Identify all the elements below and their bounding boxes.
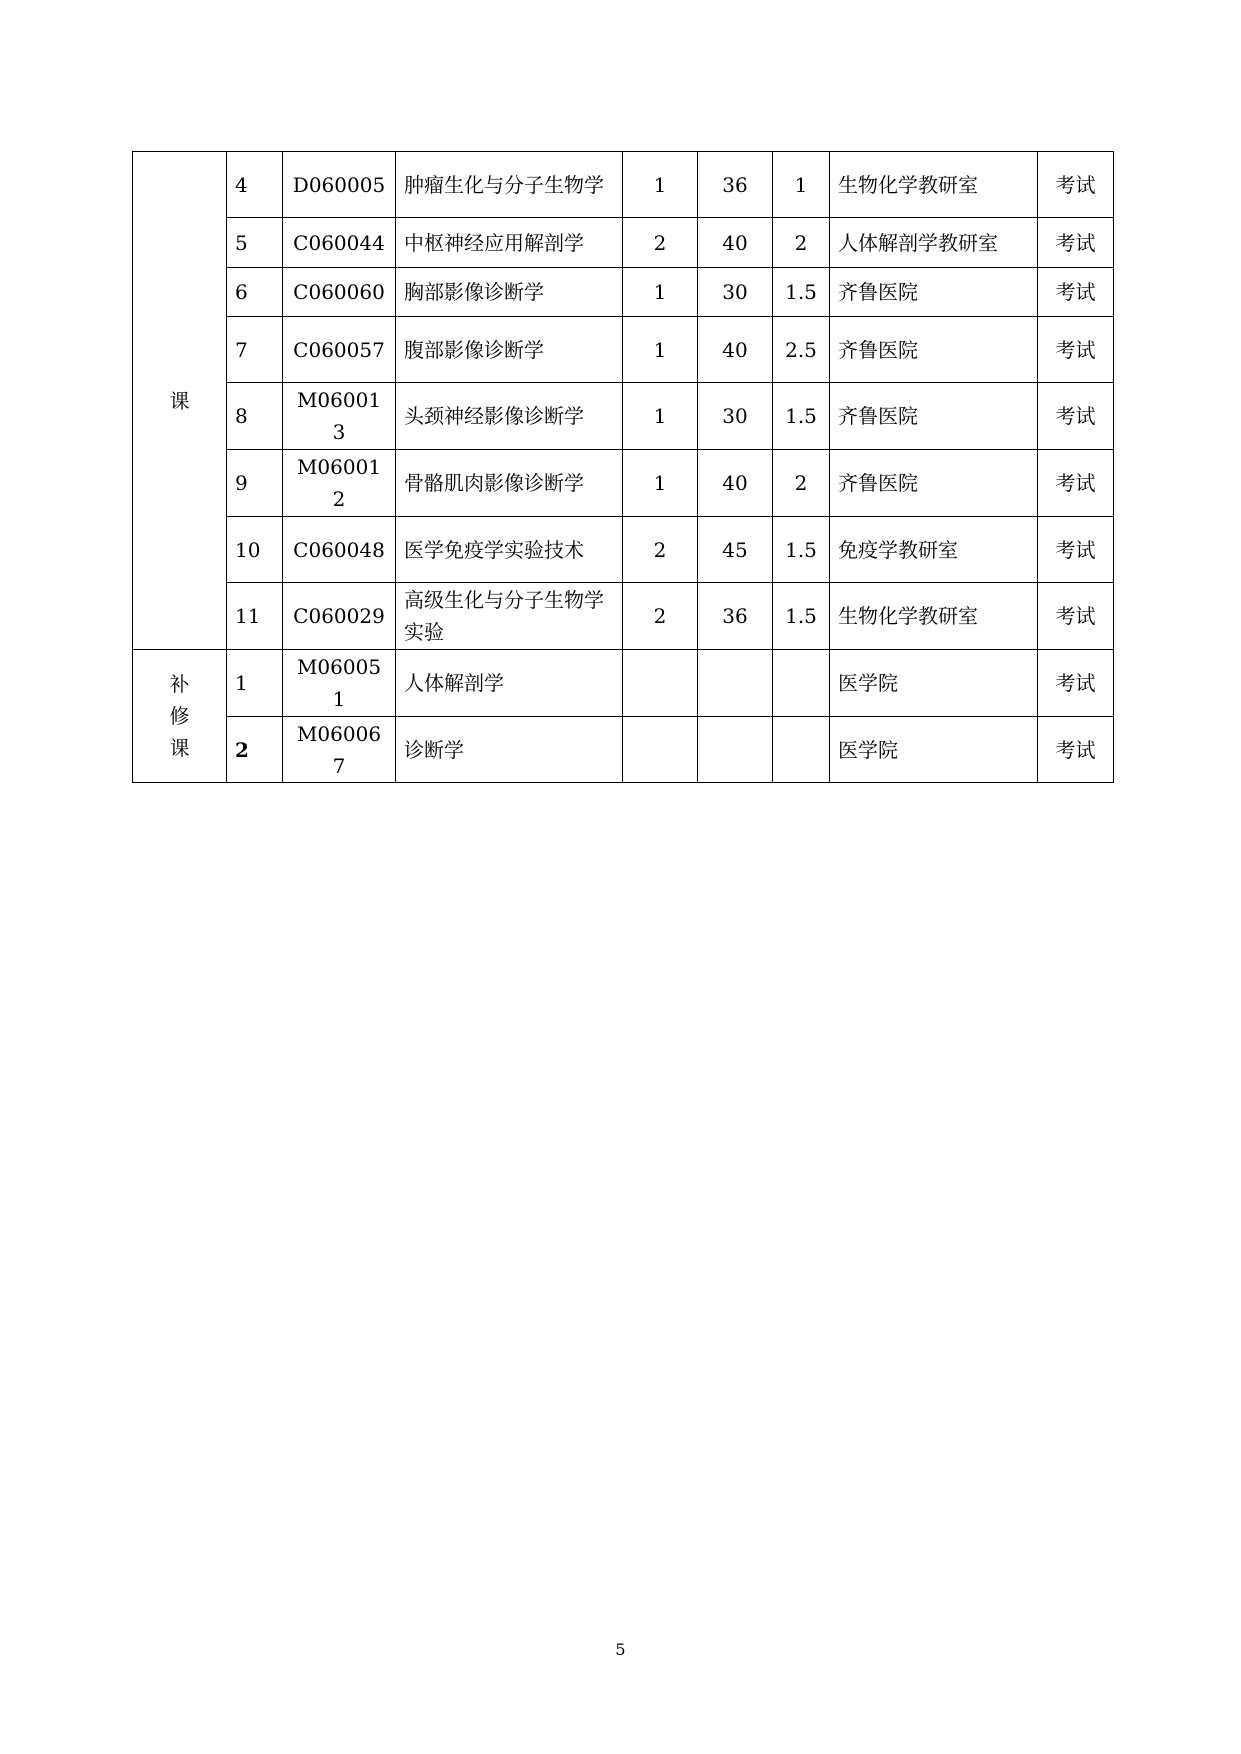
course-code: M060067 [283, 717, 396, 783]
course-semester: 1 [773, 152, 830, 218]
course-department: 齐鲁医院 [830, 317, 1038, 383]
course-department: 齐鲁医院 [830, 268, 1038, 317]
category-label: 课 [169, 388, 190, 413]
course-hours: 40 [698, 218, 773, 268]
course-code: M060013 [283, 383, 396, 450]
course-code: M060051 [283, 650, 396, 717]
row-number: 2 [227, 717, 283, 783]
course-semester: 1.5 [773, 383, 830, 450]
course-department: 人体解剖学教研室 [830, 218, 1038, 268]
category-cell-supplementary [133, 650, 227, 783]
row-number: 11 [227, 583, 283, 650]
course-hours: 36 [698, 152, 773, 218]
course-name: 腹部影像诊断学 [396, 317, 623, 383]
course-department: 医学院 [830, 717, 1038, 783]
table-row [133, 650, 1114, 717]
course-semester: 1.5 [773, 268, 830, 317]
course-assessment: 考试 [1038, 450, 1114, 517]
course-name: 诊断学 [396, 717, 623, 783]
course-assessment: 考试 [1038, 583, 1114, 650]
page-number: 5 [615, 1640, 626, 1659]
course-hours: 40 [698, 317, 773, 383]
course-hours [698, 650, 773, 717]
category-label: 课 [169, 736, 190, 760]
table-row [133, 517, 1114, 583]
course-name: 人体解剖学 [396, 650, 623, 717]
course-assessment: 考试 [1038, 717, 1114, 783]
course-code: C060044 [283, 218, 396, 268]
course-code: C060048 [283, 517, 396, 583]
course-hours: 40 [698, 450, 773, 517]
row-number: 1 [227, 650, 283, 717]
course-semester: 2.5 [773, 317, 830, 383]
course-department: 生物化学教研室 [830, 583, 1038, 650]
course-semester: 1.5 [773, 583, 830, 650]
course-name: 胸部影像诊断学 [396, 268, 623, 317]
course-assessment: 考试 [1038, 317, 1114, 383]
course-department: 医学院 [830, 650, 1038, 717]
course-credits [623, 717, 698, 783]
table-row [133, 717, 1114, 783]
course-hours: 45 [698, 517, 773, 583]
course-credits: 2 [623, 517, 698, 583]
course-credits: 1 [623, 268, 698, 317]
course-semester [773, 717, 830, 783]
course-semester [773, 650, 830, 717]
table-row [133, 218, 1114, 268]
course-name: 骨骼肌肉影像诊断学 [396, 450, 623, 517]
row-number: 9 [227, 450, 283, 517]
row-number: 5 [227, 218, 283, 268]
course-credits: 2 [623, 583, 698, 650]
course-department: 生物化学教研室 [830, 152, 1038, 218]
course-assessment: 考试 [1038, 517, 1114, 583]
course-code: C060029 [283, 583, 396, 650]
course-assessment: 考试 [1038, 218, 1114, 268]
course-hours: 30 [698, 383, 773, 450]
course-semester: 1.5 [773, 517, 830, 583]
course-name: 头颈神经影像诊断学 [396, 383, 623, 450]
course-credits: 1 [623, 152, 698, 218]
course-credits: 1 [623, 383, 698, 450]
course-hours: 30 [698, 268, 773, 317]
course-department: 免疫学教研室 [830, 517, 1038, 583]
course-code: C060060 [283, 268, 396, 317]
table-row [133, 317, 1114, 383]
row-number: 8 [227, 383, 283, 450]
course-assessment: 考试 [1038, 650, 1114, 717]
table-row [133, 383, 1114, 450]
course-name: 医学免疫学实验技术 [396, 517, 623, 583]
category-cell-required [133, 152, 227, 650]
course-hours: 36 [698, 583, 773, 650]
course-semester: 2 [773, 218, 830, 268]
row-number: 6 [227, 268, 283, 317]
category-label: 修 [169, 704, 190, 728]
course-department: 齐鲁医院 [830, 383, 1038, 450]
row-number: 10 [227, 517, 283, 583]
course-assessment: 考试 [1038, 268, 1114, 317]
course-code: C060057 [283, 317, 396, 383]
table-row [133, 450, 1114, 517]
category-label: 补 [169, 672, 190, 696]
course-assessment: 考试 [1038, 383, 1114, 450]
row-number: 7 [227, 317, 283, 383]
course-credits [623, 650, 698, 717]
course-department: 齐鲁医院 [830, 450, 1038, 517]
course-code: M060012 [283, 450, 396, 517]
table-row [133, 268, 1114, 317]
course-credits: 1 [623, 450, 698, 517]
course-credits: 2 [623, 218, 698, 268]
table-row [133, 152, 1114, 218]
course-assessment: 考试 [1038, 152, 1114, 218]
course-hours [698, 717, 773, 783]
course-table [132, 151, 1114, 783]
course-name: 中枢神经应用解剖学 [396, 218, 623, 268]
row-number: 4 [227, 152, 283, 218]
course-semester: 2 [773, 450, 830, 517]
table-row [133, 583, 1114, 650]
course-credits: 1 [623, 317, 698, 383]
course-name: 高级生化与分子生物学实验 [396, 583, 623, 650]
course-name: 肿瘤生化与分子生物学 [396, 152, 623, 218]
course-code: D060005 [283, 152, 396, 218]
